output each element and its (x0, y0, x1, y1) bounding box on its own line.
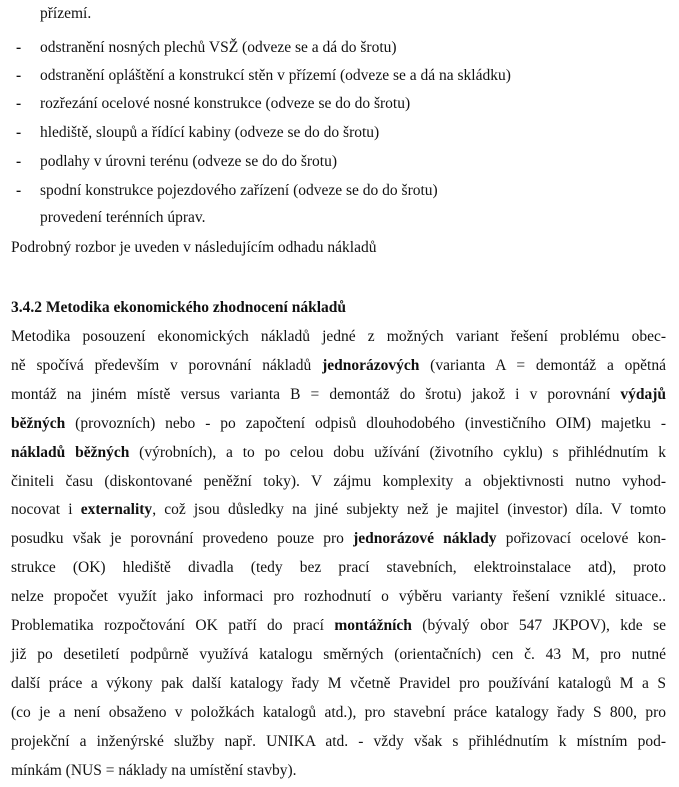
text-run: (co je a není obsaženo v položkách katalogů atd.), pro stavební práce katalogy řady S 800, pro (11, 704, 666, 721)
text-run: další práce a výkony pak další katalogy řady M včetně Pravidel pro používání katalogů M a S (11, 675, 666, 692)
paragraph-line (11, 443, 666, 463)
text-run: posudku však je porovnání provedeno pouze pro (11, 530, 354, 547)
text-run: nelze propočet využít jako informaci pro rozhodnutí o výběru varianty řešení vzniklé situace.. (11, 588, 666, 605)
paragraph-line (11, 327, 666, 347)
bold-term: externality (80, 501, 153, 518)
text-run: (bývalý obor 547 JKPOV), kde se (411, 617, 666, 634)
text-run: , což jsou důsledky na jiné subjekty než je majitel (investor) díla. V tomto (152, 501, 666, 518)
list-item: spodní konstrukce pojezdového zařízení (odveze se do do šrotu) (40, 182, 438, 199)
bold-term: montážních (334, 617, 412, 634)
paragraph-line (11, 558, 666, 578)
paragraph-line (11, 732, 666, 752)
paragraph-line (11, 761, 666, 781)
bullet-marker: - (16, 124, 22, 141)
paragraph-line (11, 616, 666, 636)
bullet-marker: - (16, 95, 22, 112)
text-run: strukce (OK) hlediště divadla (tedy bez prací stavebních, elektroinstalace atd), proto (11, 559, 666, 576)
list-item: hlediště, sloupů a řídící kabiny (odveze se do do šrotu) (40, 124, 380, 141)
text-run: (varianta A = demontáž a opětná (419, 357, 666, 374)
list-item: rozřezání ocelové nosné konstrukce (odveze se do do šrotu) (40, 95, 411, 112)
bullet-marker: - (16, 67, 22, 84)
bullet-marker: - (16, 153, 22, 170)
paragraph-line (11, 645, 666, 665)
text-run: ně spočívá především v porovnání nákladů (11, 357, 323, 374)
text-run: Problematika rozpočtování OK patří do prací (11, 617, 335, 634)
text-run: pořizovací ocelové kon- (496, 530, 666, 547)
paragraph-line (11, 356, 666, 376)
text-run: mínkám (NUS = náklady na umístění stavby). (11, 762, 297, 779)
summary-sentence: Podrobný rozbor je uveden v následujícím odhadu nákladů (11, 239, 377, 256)
paragraph-line (11, 472, 666, 492)
paragraph-line (11, 529, 666, 549)
paragraph-line (11, 703, 666, 723)
list-item: podlahy v úrovni terénu (odveze se do do šrotu) (40, 153, 338, 170)
text-run: činiteli času (diskontované peněžní toky). V zájmu komplexity a objektivnosti nutno vyhod- (11, 473, 666, 490)
bold-term: běžných (11, 415, 66, 432)
bold-term: výdajů (620, 386, 666, 403)
text-run: nocovat i (11, 501, 81, 518)
paragraph-line (11, 500, 666, 520)
paragraph-line (11, 385, 666, 405)
bold-term: jednorázových (322, 357, 420, 374)
text-run: (výrobních), a to po celou dobu užívání (životního cyklu) s přihlédnutím k (129, 444, 666, 461)
text-run: již po desetiletí podpůrně využívá katalogu směrných (orientačních) cen č. 43 M, pro nutné (11, 646, 666, 663)
list-item: odstranění opláštění a konstrukcí stěn v přízemí (odveze se a dá na skládku) (40, 67, 511, 84)
paragraph-line (11, 414, 666, 434)
list-item: odstranění nosných plechů VSŽ (odveze se a dá do šrotu) (40, 39, 397, 56)
section-heading: 3.4.2 Metodika ekonomického zhodnocení nákladů (11, 299, 347, 316)
list-continuation: přízemí. (40, 5, 92, 22)
paragraph-line (11, 674, 666, 694)
bullet-marker: - (16, 182, 22, 199)
text-run: (provozních) nebo - po započtení odpisů dlouhodobého (investičního OIM) majetku - (65, 415, 666, 432)
paragraph-line (11, 587, 666, 607)
bullet-marker: - (16, 39, 22, 56)
list-after-text: provedení terénních úprav. (40, 209, 206, 226)
bold-term: nákladů běžných (11, 444, 130, 461)
text-run: projekční a inženýrské služby např. UNIKA atd. - vždy však s přihlédnutím k místním pod- (11, 733, 666, 750)
bold-term: jednorázové náklady (353, 530, 497, 547)
text-run: montáž na jiném místě versus varianta B = demontáž do šrotu) jakož i v porovnání (11, 386, 621, 403)
text-run: Metodika posouzení ekonomických nákladů jedné z možných variant řešení problému obec- (11, 328, 666, 345)
